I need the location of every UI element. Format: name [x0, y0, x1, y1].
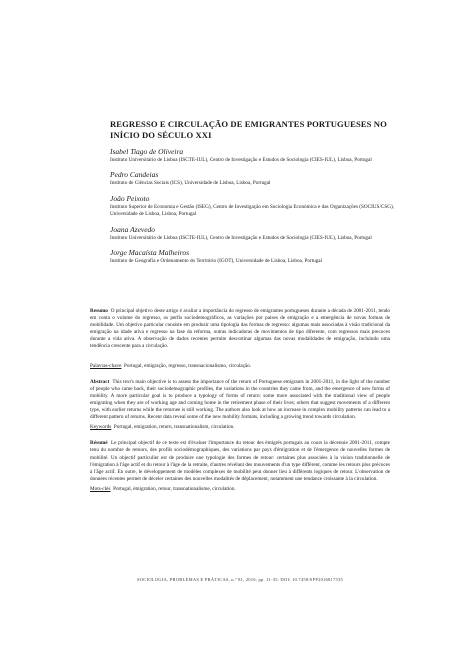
- abstract-paragraph: [90, 379, 390, 422]
- abstract-text: This text's main objective is to assess the importance of the return of Portuguese emigrants in 2001-2011, in the light of the number of people who came back, their sociodemographic profiles, the variations in the countries they came from, and the emergence of new forms of mobility. A more particular goal is to produce a typology of forms of return: some more associated with the traditional view of people emigrating when they are of working age and coming home in the retirement phase of their lives; others that suggest movements of a different type, with earlier returns while the returnee is still working. The authors also look at how an increase in complex mobility patterns can lead to a different pattern of returns. Recent data reveal some of the new mobility formats, including a growing trend towards circulation.: [90, 378, 390, 421]
- author-name: Joana Azevedo: [110, 224, 156, 234]
- author-block: [110, 248, 420, 265]
- author-affiliation: Instituto Universitário de Lisboa (ISCTE-IUL), Centro de Investigação e Estudos de Sociologia (CIES-IUL), Lisboa, Portugal: [110, 234, 372, 241]
- resumo-label: Resumo: [90, 308, 108, 314]
- resume-keywords-label: Mots-clés: [90, 485, 111, 492]
- resumo-text: O principal objetivo deste artigo é avaliar a importância do regresso de emigrantes portugueses durante a década de 2001-2011, tendo em conta o volume do regresso, os perfis sociodemográficos, as variações por países de emigração e a emergência de novas formas de mobilidade. Um objetivo particular consiste em produzir uma tipologia das formas de regresso: algumas mais associadas à visão tradicional da emigração na idade ativa e regresso na fase da reforma, outras indicadoras de movimentos de tipo diferente, com regressos mais precoces durante a vida ativa. A observação de dados recentes permite descortinar algumas das novas modalidades de emigração, incluindo uma tendência crescente para a circulação.: [90, 308, 390, 350]
- resume-text: Le principal objectif de ce texte est d'évaluer l'importance du retour des émigrés portugais au cours la décennie 2001-2011, compte tenu du nombre de retours, des profils sociodémographiques, des variations par pays d'émigration et de l'émergence de nouvelles formes de mobilité. Un objectif particulier est de produire une typologie des formes de retour: certaines plus associées à la vision traditionnelle de l'émigration à l'âge actif et du retour à l'âge de la retraite, d'autres révélant des mouvements d'un type différent, comme les retours plus précoces à l'âge actif. En outre, le développement de modèles complexes de mobilité peut donner lieu à différents logiques de retour. L'observation de données récentes permet de déceler certaines des nouvelles modalités de déplacement, notamment une tendance croissante à la circulation.: [90, 440, 390, 482]
- author-affiliation: Instituto Universitário de Lisboa (ISCTE-IUL), Centro de Investigação e Estudos de Sociologia (CIES-IUL), Lisboa, Portugal: [110, 157, 372, 163]
- abstract-keywords: [90, 424, 390, 431]
- resume-keywords-text: Portugal, émigration, retour, transnationalisme, circulation.: [113, 485, 236, 492]
- resumo-keywords-label: Palavras-chave: [90, 362, 122, 369]
- author-block: [110, 170, 420, 187]
- resume-paragraph: [90, 440, 390, 483]
- resume-label: Résumé: [90, 440, 108, 447]
- author-affiliation: Instituto de Ciências Sociais (ICS), Universidade de Lisboa, Lisboa, Portugal: [110, 180, 271, 187]
- article-title: REGRESSO E CIRCULAÇÃO DE EMIGRANTES PORTUGUESES NO INÍCIO DO SÉCULO XXI: [110, 119, 387, 140]
- author-name: João Peixoto: [110, 193, 150, 203]
- author-affiliation: Instituto Superior de Economia e Gestão (ISEG), Centro de Investigação em Sociologia Económica e das Organizações (SOCIUS/CSG), Universidade de Lisboa, Lisboa, Portugal: [110, 203, 394, 218]
- author-list: [110, 147, 420, 271]
- abstract-label: Abstract: [90, 378, 110, 385]
- abstracts-section: [90, 308, 390, 493]
- resumo-keywords-text: Portugal, emigração, regresso, transnacionalismo, circulação.: [124, 362, 252, 369]
- resumo-keywords: [90, 363, 390, 370]
- resumo-paragraph: [90, 308, 390, 351]
- author-affiliation: Instituto de Geografia e Ordenamento do Território (IGOT), Universidade de Lisboa, Lisboa, Portugal: [110, 258, 323, 265]
- author-name: Jorge Macaísta Malheiros: [110, 248, 190, 258]
- author-block: [110, 225, 420, 242]
- journal-footer: SOCIOLOGIA, PROBLEMAS E PRÁTICAS, n.º 81, 2016, pp. 11-35. DOI: 10.7458/SPP2016817535: [136, 577, 344, 582]
- resume-keywords: [90, 486, 390, 493]
- author-name: Pedro Candeias: [110, 170, 159, 180]
- abstract-keywords-text: Portugal, emigration, return, transnationalism, circulation.: [113, 424, 235, 431]
- author-block: [110, 194, 420, 219]
- author-block: [110, 147, 420, 164]
- author-name: Isabel Tiago de Oliveira: [110, 147, 184, 156]
- abstract-keywords-label: Keywords: [90, 424, 112, 431]
